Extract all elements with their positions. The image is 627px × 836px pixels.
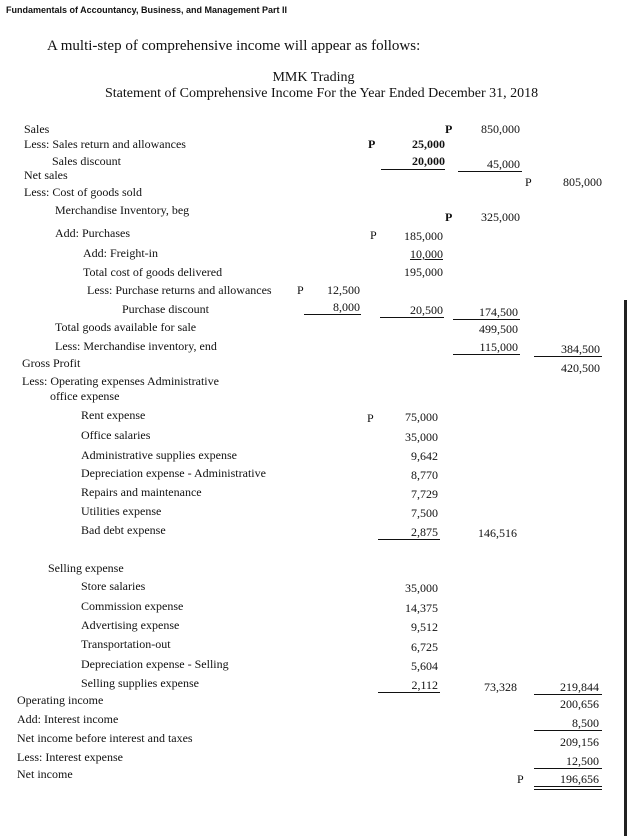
- inv-beg-amount: 325,000: [481, 210, 520, 224]
- office-expense-label: office expense: [50, 389, 120, 403]
- cogs-label: Less: Cost of goods sold: [24, 185, 143, 199]
- interest-expense-label: Less: Interest expense: [17, 750, 123, 764]
- admin-label: Depreciation expense - Administrative: [81, 466, 266, 480]
- selling-item-amount: 14,375: [405, 601, 438, 615]
- returns-label: Less: Sales return and allowances: [24, 137, 186, 151]
- statement-title: Statement of Comprehensive Income For the Year Ended December 31, 2018: [105, 86, 539, 101]
- selling-label: Selling expense: [48, 561, 124, 575]
- selling-item-amount: 5,604: [411, 659, 438, 673]
- gross-profit-label: Gross Profit: [22, 356, 81, 370]
- selling-item-label: Commission expense: [81, 599, 184, 613]
- selling-item-amount: 2,112: [411, 678, 438, 692]
- selling-item-label: Transportation-out: [81, 637, 171, 651]
- selling-item-amount: 6,725: [411, 640, 438, 654]
- admin-label: Rent expense: [81, 408, 146, 422]
- peso-sign: P: [517, 772, 524, 786]
- admin-label: Repairs and maintenance: [81, 485, 202, 499]
- goods-available-label: Total goods available for sale: [55, 320, 197, 334]
- discount-label: Sales discount: [52, 154, 121, 168]
- inv-beg-label: Merchandise Inventory, beg: [55, 203, 190, 217]
- nibit-amount: 209,156: [560, 735, 599, 749]
- admin-amount: 7,729: [411, 487, 438, 501]
- peso-sign: P: [368, 137, 376, 151]
- selling-item-amount: 9,512: [411, 620, 438, 634]
- admin-amount: 2,875: [411, 525, 438, 539]
- peso-sign: P: [297, 283, 304, 297]
- admin-amount: 35,000: [405, 430, 438, 444]
- selling-total: 73,328: [484, 680, 517, 694]
- purch-returns-label: Less: Purchase returns and allowances: [87, 283, 272, 297]
- nibit-label: Net income before interest and taxes: [17, 731, 193, 745]
- net-income-label: Net income: [17, 767, 73, 781]
- total-delivered-label: Total cost of goods delivered: [83, 265, 223, 279]
- opex-label: Less: Operating expenses Administrative: [22, 374, 219, 388]
- admin-label: Office salaries: [81, 428, 151, 442]
- admin-amount: 7,500: [411, 506, 438, 520]
- inv-end-amount: 115,000: [479, 340, 518, 354]
- page-header: Fundamentals of Accountancy, Business, and Management Part II: [6, 5, 288, 15]
- peso-sign: P: [370, 228, 377, 242]
- inv-end-label: Less: Merchandise inventory, end: [55, 339, 217, 353]
- discount-total: 45,000: [487, 157, 520, 171]
- net-income-amount: 196,656: [560, 772, 599, 786]
- purchases-amount: 185,000: [404, 229, 443, 243]
- admin-total: 146,516: [478, 526, 517, 540]
- admin-label: Utilities expense: [81, 504, 162, 518]
- cogs-amount: 384,500: [561, 342, 600, 356]
- selling-item-label: Selling supplies expense: [81, 676, 199, 690]
- purch-discount-label: Purchase discount: [122, 302, 209, 316]
- selling-item-label: Depreciation expense - Selling: [81, 657, 229, 671]
- peso-sign: P: [445, 210, 453, 224]
- operating-income-amount: 200,656: [560, 697, 599, 711]
- net-sales-label: Net sales: [24, 168, 68, 182]
- discount-amount: 20,000: [412, 154, 445, 168]
- net-purchases-amount: 174,500: [479, 305, 518, 319]
- admin-amount: 9,642: [411, 449, 438, 463]
- company-name: MMK Trading: [272, 70, 355, 85]
- returns-amount: 25,000: [412, 137, 445, 151]
- selling-item-label: Advertising expense: [81, 618, 180, 632]
- peso-sign: P: [367, 411, 374, 425]
- interest-expense-amount: 12,500: [566, 754, 599, 768]
- freight-label: Add: Freight-in: [83, 246, 158, 260]
- intro-text: A multi-step of comprehensive income will appear as follows:: [47, 38, 421, 54]
- selling-item-label: Store salaries: [81, 579, 146, 593]
- freight-amount: 10,000: [410, 247, 443, 261]
- peso-sign: P: [525, 175, 532, 189]
- interest-income-amount: 8,500: [572, 716, 599, 730]
- total-opex-amount: 219,844: [560, 680, 599, 694]
- sales-amount: 850,000: [481, 122, 520, 136]
- sales-label: Sales: [24, 122, 50, 136]
- admin-label: Bad debt expense: [81, 523, 166, 537]
- goods-available-amount: 499,500: [479, 322, 518, 336]
- gross-profit-amount: 420,500: [561, 361, 600, 375]
- operating-income-label: Operating income: [17, 693, 104, 707]
- admin-amount: 75,000: [405, 410, 438, 424]
- purch-discount-total: 20,500: [410, 303, 443, 317]
- interest-income-label: Add: Interest income: [17, 712, 119, 726]
- purch-discount-amount: 8,000: [333, 300, 360, 314]
- admin-label: Administrative supplies expense: [81, 448, 237, 462]
- selling-item-amount: 35,000: [405, 581, 438, 595]
- net-sales-amount: 805,000: [563, 175, 602, 189]
- peso-sign: P: [445, 122, 453, 136]
- purch-returns-amount: 12,500: [327, 283, 360, 297]
- total-delivered-amount: 195,000: [404, 265, 443, 279]
- admin-amount: 8,770: [411, 468, 438, 482]
- purchases-label: Add: Purchases: [55, 226, 130, 240]
